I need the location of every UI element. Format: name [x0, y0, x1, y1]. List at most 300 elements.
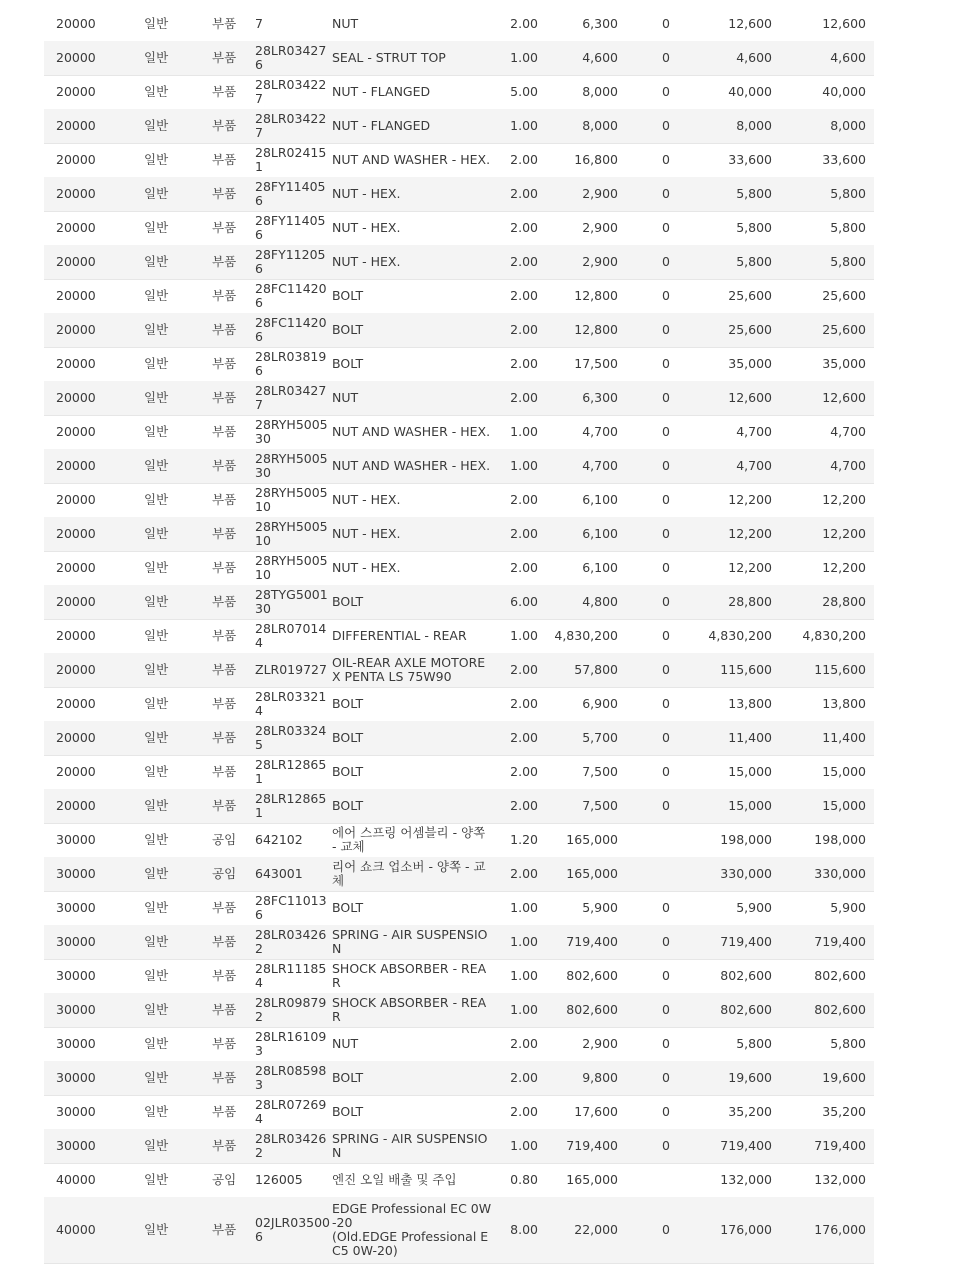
- total-cell: 115,600: [814, 662, 866, 677]
- type-cell: 일반: [144, 50, 169, 65]
- amount-cell: 12,200: [728, 492, 772, 507]
- table-row: [44, 585, 874, 620]
- level-cell: 30000: [56, 1138, 96, 1153]
- part-code-cell: 28FC11013 6: [255, 893, 327, 922]
- description-cell: BOLT: [332, 288, 364, 303]
- total-cell: 35,200: [822, 1104, 866, 1119]
- level-cell: 40000: [56, 1222, 96, 1237]
- discount-cell: 0: [662, 1002, 670, 1017]
- part-code-cell: 28RYH5005 30: [255, 451, 328, 480]
- type-cell: 일반: [144, 220, 169, 235]
- total-cell: 25,600: [822, 322, 866, 337]
- level-cell: 30000: [56, 1070, 96, 1085]
- amount-cell: 5,800: [736, 1036, 772, 1051]
- discount-cell: 0: [662, 424, 670, 439]
- part-code-cell: 7: [255, 16, 263, 31]
- discount-cell: 0: [662, 152, 670, 167]
- total-cell: 12,200: [822, 560, 866, 575]
- total-cell: 11,400: [822, 730, 866, 745]
- discount-cell: 0: [662, 1222, 670, 1237]
- category-cell: 부품: [212, 798, 237, 813]
- part-code-cell: 126005: [255, 1172, 303, 1187]
- category-cell: 부품: [212, 1070, 237, 1085]
- type-cell: 일반: [144, 900, 169, 915]
- part-code-cell: 28FY11405 6: [255, 179, 326, 208]
- amount-cell: 40,000: [728, 84, 772, 99]
- description-cell: NUT: [332, 1036, 359, 1051]
- level-cell: 30000: [56, 900, 96, 915]
- type-cell: 일반: [144, 356, 169, 371]
- category-cell: 공임: [212, 866, 237, 881]
- table-row: [44, 211, 874, 246]
- description-cell: 에어 스프링 어셈블리 - 양쪽 - 교체: [332, 825, 486, 854]
- level-cell: 30000: [56, 1104, 96, 1119]
- description-cell: 리어 쇼크 업소버 - 양쪽 - 교 체: [332, 859, 486, 888]
- unit-price-cell: 5,700: [582, 730, 618, 745]
- type-cell: 일반: [144, 1002, 169, 1017]
- category-cell: 부품: [212, 288, 237, 303]
- amount-cell: 35,000: [728, 356, 772, 371]
- part-code-cell: 28LR07014 4: [255, 621, 327, 650]
- level-cell: 20000: [56, 220, 96, 235]
- total-cell: 802,600: [814, 968, 866, 983]
- part-code-cell: 28RYH5005 10: [255, 485, 328, 514]
- unit-price-cell: 4,700: [582, 424, 618, 439]
- quantity-cell: 2.00: [510, 492, 538, 507]
- amount-cell: 15,000: [728, 764, 772, 779]
- level-cell: 20000: [56, 16, 96, 31]
- quantity-cell: 1.20: [510, 832, 538, 847]
- quantity-cell: 2.00: [510, 866, 538, 881]
- table-row: [44, 143, 874, 178]
- unit-price-cell: 719,400: [566, 1138, 618, 1153]
- table-row: [44, 177, 874, 212]
- description-cell: NUT: [332, 16, 359, 31]
- total-cell: 8,000: [830, 118, 866, 133]
- category-cell: 부품: [212, 152, 237, 167]
- description-cell: SPRING - AIR SUSPENSIO N: [332, 927, 488, 956]
- total-cell: 5,800: [830, 254, 866, 269]
- category-cell: 부품: [212, 934, 237, 949]
- part-code-cell: 28LR08598 3: [255, 1063, 327, 1092]
- unit-price-cell: 8,000: [582, 84, 618, 99]
- type-cell: 일반: [144, 322, 169, 337]
- table-row: [44, 7, 874, 42]
- amount-cell: 802,600: [720, 1002, 772, 1017]
- amount-cell: 25,600: [728, 322, 772, 337]
- part-code-cell: 28RYH5005 10: [255, 553, 328, 582]
- level-cell: 20000: [56, 526, 96, 541]
- table-row: [44, 1061, 874, 1096]
- discount-cell: 0: [662, 492, 670, 507]
- total-cell: 198,000: [814, 832, 866, 847]
- amount-cell: 4,600: [736, 50, 772, 65]
- total-cell: 40,000: [822, 84, 866, 99]
- category-cell: 부품: [212, 1222, 237, 1237]
- unit-price-cell: 17,500: [574, 356, 618, 371]
- part-code-cell: 28LR03426 2: [255, 927, 327, 956]
- quantity-cell: 2.00: [510, 526, 538, 541]
- table-row: [44, 789, 874, 824]
- quantity-cell: 2.00: [510, 356, 538, 371]
- quantity-cell: 1.00: [510, 424, 538, 439]
- type-cell: 일반: [144, 662, 169, 677]
- unit-price-cell: 2,900: [582, 1036, 618, 1051]
- type-cell: 일반: [144, 492, 169, 507]
- level-cell: 20000: [56, 84, 96, 99]
- discount-cell: 0: [662, 594, 670, 609]
- amount-cell: 5,800: [736, 186, 772, 201]
- level-cell: 30000: [56, 866, 96, 881]
- category-cell: 부품: [212, 628, 237, 643]
- part-code-cell: 28LR03426 2: [255, 1131, 327, 1160]
- category-cell: 부품: [212, 254, 237, 269]
- category-cell: 부품: [212, 968, 237, 983]
- level-cell: 20000: [56, 50, 96, 65]
- quantity-cell: 2.00: [510, 1104, 538, 1119]
- description-cell: NUT - HEX.: [332, 220, 401, 235]
- quantity-cell: 2.00: [510, 764, 538, 779]
- type-cell: 일반: [144, 1222, 169, 1237]
- category-cell: 부품: [212, 356, 237, 371]
- part-code-cell: 28LR03819 6: [255, 349, 327, 378]
- type-cell: 일반: [144, 1036, 169, 1051]
- part-code-cell: 28FY11405 6: [255, 213, 326, 242]
- discount-cell: 0: [662, 1138, 670, 1153]
- description-cell: BOLT: [332, 730, 364, 745]
- level-cell: 20000: [56, 152, 96, 167]
- unit-price-cell: 6,100: [582, 526, 618, 541]
- unit-price-cell: 16,800: [574, 152, 618, 167]
- discount-cell: 0: [662, 764, 670, 779]
- part-code-cell: 28TYG5001 30: [255, 587, 328, 616]
- discount-cell: 0: [662, 696, 670, 711]
- total-cell: 12,200: [822, 492, 866, 507]
- table-row: [44, 755, 874, 790]
- description-cell: BOLT: [332, 1070, 364, 1085]
- discount-cell: 0: [662, 1070, 670, 1085]
- unit-price-cell: 165,000: [566, 1172, 618, 1187]
- part-code-cell: 28FC11420 6: [255, 315, 327, 344]
- level-cell: 20000: [56, 254, 96, 269]
- unit-price-cell: 8,000: [582, 118, 618, 133]
- discount-cell: 0: [662, 968, 670, 983]
- quantity-cell: 1.00: [510, 1138, 538, 1153]
- level-cell: 20000: [56, 560, 96, 575]
- description-cell: BOLT: [332, 900, 364, 915]
- amount-cell: 176,000: [720, 1222, 772, 1237]
- description-cell: BOLT: [332, 594, 364, 609]
- type-cell: 일반: [144, 1172, 169, 1187]
- total-cell: 5,800: [830, 220, 866, 235]
- quantity-cell: 2.00: [510, 1070, 538, 1085]
- part-code-cell: 28LR11185 4: [255, 961, 327, 990]
- discount-cell: 0: [662, 798, 670, 813]
- type-cell: 일반: [144, 696, 169, 711]
- discount-cell: 0: [662, 356, 670, 371]
- table-row: [44, 551, 874, 586]
- type-cell: 일반: [144, 764, 169, 779]
- discount-cell: 0: [662, 1036, 670, 1051]
- unit-price-cell: 4,800: [582, 594, 618, 609]
- type-cell: 일반: [144, 1138, 169, 1153]
- table-row: [44, 721, 874, 756]
- type-cell: 일반: [144, 594, 169, 609]
- type-cell: 일반: [144, 390, 169, 405]
- category-cell: 부품: [212, 458, 237, 473]
- description-cell: NUT AND WASHER - HEX.: [332, 152, 491, 167]
- description-cell: DIFFERENTIAL - REAR: [332, 628, 467, 643]
- quantity-cell: 2.00: [510, 186, 538, 201]
- part-code-cell: 28LR03422 7: [255, 111, 327, 140]
- unit-price-cell: 6,300: [582, 390, 618, 405]
- amount-cell: 5,900: [736, 900, 772, 915]
- type-cell: 일반: [144, 798, 169, 813]
- type-cell: 일반: [144, 186, 169, 201]
- level-cell: 20000: [56, 322, 96, 337]
- level-cell: 20000: [56, 798, 96, 813]
- part-code-cell: 28LR16109 3: [255, 1029, 327, 1058]
- table-row: [44, 857, 874, 892]
- category-cell: 부품: [212, 390, 237, 405]
- unit-price-cell: 57,800: [574, 662, 618, 677]
- unit-price-cell: 165,000: [566, 832, 618, 847]
- quantity-cell: 2.00: [510, 16, 538, 31]
- table-row: [44, 925, 874, 960]
- type-cell: 일반: [144, 254, 169, 269]
- total-cell: 5,900: [830, 900, 866, 915]
- part-code-cell: 28LR09879 2: [255, 995, 327, 1024]
- table-row: [44, 75, 874, 110]
- amount-cell: 11,400: [728, 730, 772, 745]
- discount-cell: 0: [662, 900, 670, 915]
- description-cell: NUT AND WASHER - HEX.: [332, 458, 491, 473]
- type-cell: 일반: [144, 934, 169, 949]
- total-cell: 15,000: [822, 798, 866, 813]
- category-cell: 부품: [212, 50, 237, 65]
- description-cell: BOLT: [332, 1104, 364, 1119]
- description-cell: NUT - HEX.: [332, 186, 401, 201]
- amount-cell: 15,000: [728, 798, 772, 813]
- amount-cell: 330,000: [720, 866, 772, 881]
- category-cell: 부품: [212, 900, 237, 915]
- total-cell: 12,200: [822, 526, 866, 541]
- unit-price-cell: 6,100: [582, 492, 618, 507]
- type-cell: 일반: [144, 84, 169, 99]
- level-cell: 20000: [56, 764, 96, 779]
- table-row: [44, 41, 874, 76]
- part-code-cell: 28LR12865 1: [255, 791, 327, 820]
- quantity-cell: 2.00: [510, 696, 538, 711]
- quantity-cell: 2.00: [510, 322, 538, 337]
- level-cell: 20000: [56, 288, 96, 303]
- unit-price-cell: 9,800: [582, 1070, 618, 1085]
- category-cell: 부품: [212, 764, 237, 779]
- level-cell: 30000: [56, 1002, 96, 1017]
- amount-cell: 8,000: [736, 118, 772, 133]
- type-cell: 일반: [144, 1070, 169, 1085]
- total-cell: 13,800: [822, 696, 866, 711]
- amount-cell: 5,800: [736, 220, 772, 235]
- unit-price-cell: 4,700: [582, 458, 618, 473]
- unit-price-cell: 7,500: [582, 764, 618, 779]
- amount-cell: 802,600: [720, 968, 772, 983]
- category-cell: 부품: [212, 526, 237, 541]
- quantity-cell: 1.00: [510, 900, 538, 915]
- quantity-cell: 2.00: [510, 220, 538, 235]
- unit-price-cell: 165,000: [566, 866, 618, 881]
- table-row: [44, 1095, 874, 1130]
- table-row: [44, 1197, 874, 1264]
- type-cell: 일반: [144, 1104, 169, 1119]
- total-cell: 4,700: [830, 424, 866, 439]
- quantity-cell: 2.00: [510, 662, 538, 677]
- discount-cell: 0: [662, 390, 670, 405]
- quantity-cell: 1.00: [510, 118, 538, 133]
- part-code-cell: 02JLR03500 6: [255, 1215, 331, 1244]
- unit-price-cell: 2,900: [582, 186, 618, 201]
- unit-price-cell: 802,600: [566, 1002, 618, 1017]
- total-cell: 5,800: [830, 186, 866, 201]
- type-cell: 일반: [144, 866, 169, 881]
- level-cell: 30000: [56, 832, 96, 847]
- unit-price-cell: 719,400: [566, 934, 618, 949]
- discount-cell: 0: [662, 628, 670, 643]
- amount-cell: 12,200: [728, 560, 772, 575]
- unit-price-cell: 22,000: [574, 1222, 618, 1237]
- category-cell: 부품: [212, 696, 237, 711]
- description-cell: NUT - FLANGED: [332, 118, 431, 133]
- description-cell: OIL-REAR AXLE MOTORE X PENTA LS 75W90: [332, 655, 486, 684]
- unit-price-cell: 17,600: [574, 1104, 618, 1119]
- part-code-cell: ZLR019727: [255, 662, 327, 677]
- amount-cell: 33,600: [728, 152, 772, 167]
- discount-cell: 0: [662, 526, 670, 541]
- total-cell: 15,000: [822, 764, 866, 779]
- quantity-cell: 1.00: [510, 458, 538, 473]
- total-cell: 330,000: [814, 866, 866, 881]
- unit-price-cell: 802,600: [566, 968, 618, 983]
- discount-cell: 0: [662, 322, 670, 337]
- table-row: [44, 449, 874, 484]
- part-code-cell: 28RYH5005 30: [255, 417, 328, 446]
- table-row: [44, 687, 874, 722]
- part-code-cell: 28LR02415 1: [255, 145, 327, 174]
- unit-price-cell: 6,100: [582, 560, 618, 575]
- total-cell: 132,000: [814, 1172, 866, 1187]
- total-cell: 4,700: [830, 458, 866, 473]
- table-row: [44, 279, 874, 314]
- category-cell: 부품: [212, 424, 237, 439]
- discount-cell: 0: [662, 118, 670, 133]
- quantity-cell: 1.00: [510, 1002, 538, 1017]
- quantity-cell: 2.00: [510, 798, 538, 813]
- level-cell: 20000: [56, 628, 96, 643]
- description-cell: BOLT: [332, 322, 364, 337]
- amount-cell: 5,800: [736, 254, 772, 269]
- table-row: [44, 959, 874, 994]
- category-cell: 부품: [212, 1104, 237, 1119]
- table-row: [44, 483, 874, 518]
- quantity-cell: 2.00: [510, 560, 538, 575]
- amount-cell: 12,600: [728, 390, 772, 405]
- amount-cell: 719,400: [720, 934, 772, 949]
- discount-cell: [656, 1163, 676, 1197]
- category-cell: 부품: [212, 16, 237, 31]
- table-row: [44, 1129, 874, 1164]
- table-row: [44, 517, 874, 552]
- part-code-cell: 28LR03427 6: [255, 43, 327, 72]
- part-code-cell: 28LR03422 7: [255, 77, 327, 106]
- discount-cell: 0: [662, 1104, 670, 1119]
- category-cell: 부품: [212, 1138, 237, 1153]
- discount-cell: 0: [662, 458, 670, 473]
- quantity-cell: 1.00: [510, 968, 538, 983]
- total-cell: 4,830,200: [802, 628, 866, 643]
- part-code-cell: 28LR12865 1: [255, 757, 327, 786]
- level-cell: 20000: [56, 492, 96, 507]
- type-cell: 일반: [144, 458, 169, 473]
- type-cell: 일반: [144, 628, 169, 643]
- description-cell: NUT AND WASHER - HEX.: [332, 424, 491, 439]
- type-cell: 일반: [144, 288, 169, 303]
- discount-cell: 0: [662, 730, 670, 745]
- unit-price-cell: 12,800: [574, 322, 618, 337]
- level-cell: 30000: [56, 1036, 96, 1051]
- unit-price-cell: 2,900: [582, 220, 618, 235]
- quantity-cell: 2.00: [510, 390, 538, 405]
- description-cell: NUT - HEX.: [332, 526, 401, 541]
- amount-cell: 12,600: [728, 16, 772, 31]
- amount-cell: 13,800: [728, 696, 772, 711]
- quantity-cell: 2.00: [510, 730, 538, 745]
- table-row: [44, 823, 874, 858]
- quantity-cell: 0.80: [510, 1172, 538, 1187]
- total-cell: 33,600: [822, 152, 866, 167]
- discount-cell: 0: [662, 560, 670, 575]
- level-cell: 20000: [56, 458, 96, 473]
- total-cell: 19,600: [822, 1070, 866, 1085]
- description-cell: NUT - HEX.: [332, 560, 401, 575]
- table-row: [44, 619, 874, 654]
- total-cell: 802,600: [814, 1002, 866, 1017]
- description-cell: EDGE Professional EC 0W -20 (Old.EDGE Professional E C5 0W-20): [332, 1201, 492, 1258]
- part-code-cell: 642102: [255, 832, 303, 847]
- level-cell: 20000: [56, 594, 96, 609]
- table-row: [44, 245, 874, 280]
- category-cell: 부품: [212, 492, 237, 507]
- table-row: [44, 1027, 874, 1062]
- type-cell: 일반: [144, 16, 169, 31]
- total-cell: 12,600: [822, 390, 866, 405]
- category-cell: 부품: [212, 220, 237, 235]
- description-cell: BOLT: [332, 696, 364, 711]
- part-code-cell: 643001: [255, 866, 303, 881]
- level-cell: 20000: [56, 696, 96, 711]
- category-cell: 부품: [212, 1036, 237, 1051]
- discount-cell: 0: [662, 84, 670, 99]
- discount-cell: 0: [662, 254, 670, 269]
- amount-cell: 19,600: [728, 1070, 772, 1085]
- total-cell: 35,000: [822, 356, 866, 371]
- description-cell: SPRING - AIR SUSPENSIO N: [332, 1131, 488, 1160]
- total-cell: 719,400: [814, 934, 866, 949]
- amount-cell: 4,830,200: [708, 628, 772, 643]
- level-cell: 30000: [56, 968, 96, 983]
- quantity-cell: 1.00: [510, 934, 538, 949]
- discount-cell: 0: [662, 186, 670, 201]
- type-cell: 일반: [144, 730, 169, 745]
